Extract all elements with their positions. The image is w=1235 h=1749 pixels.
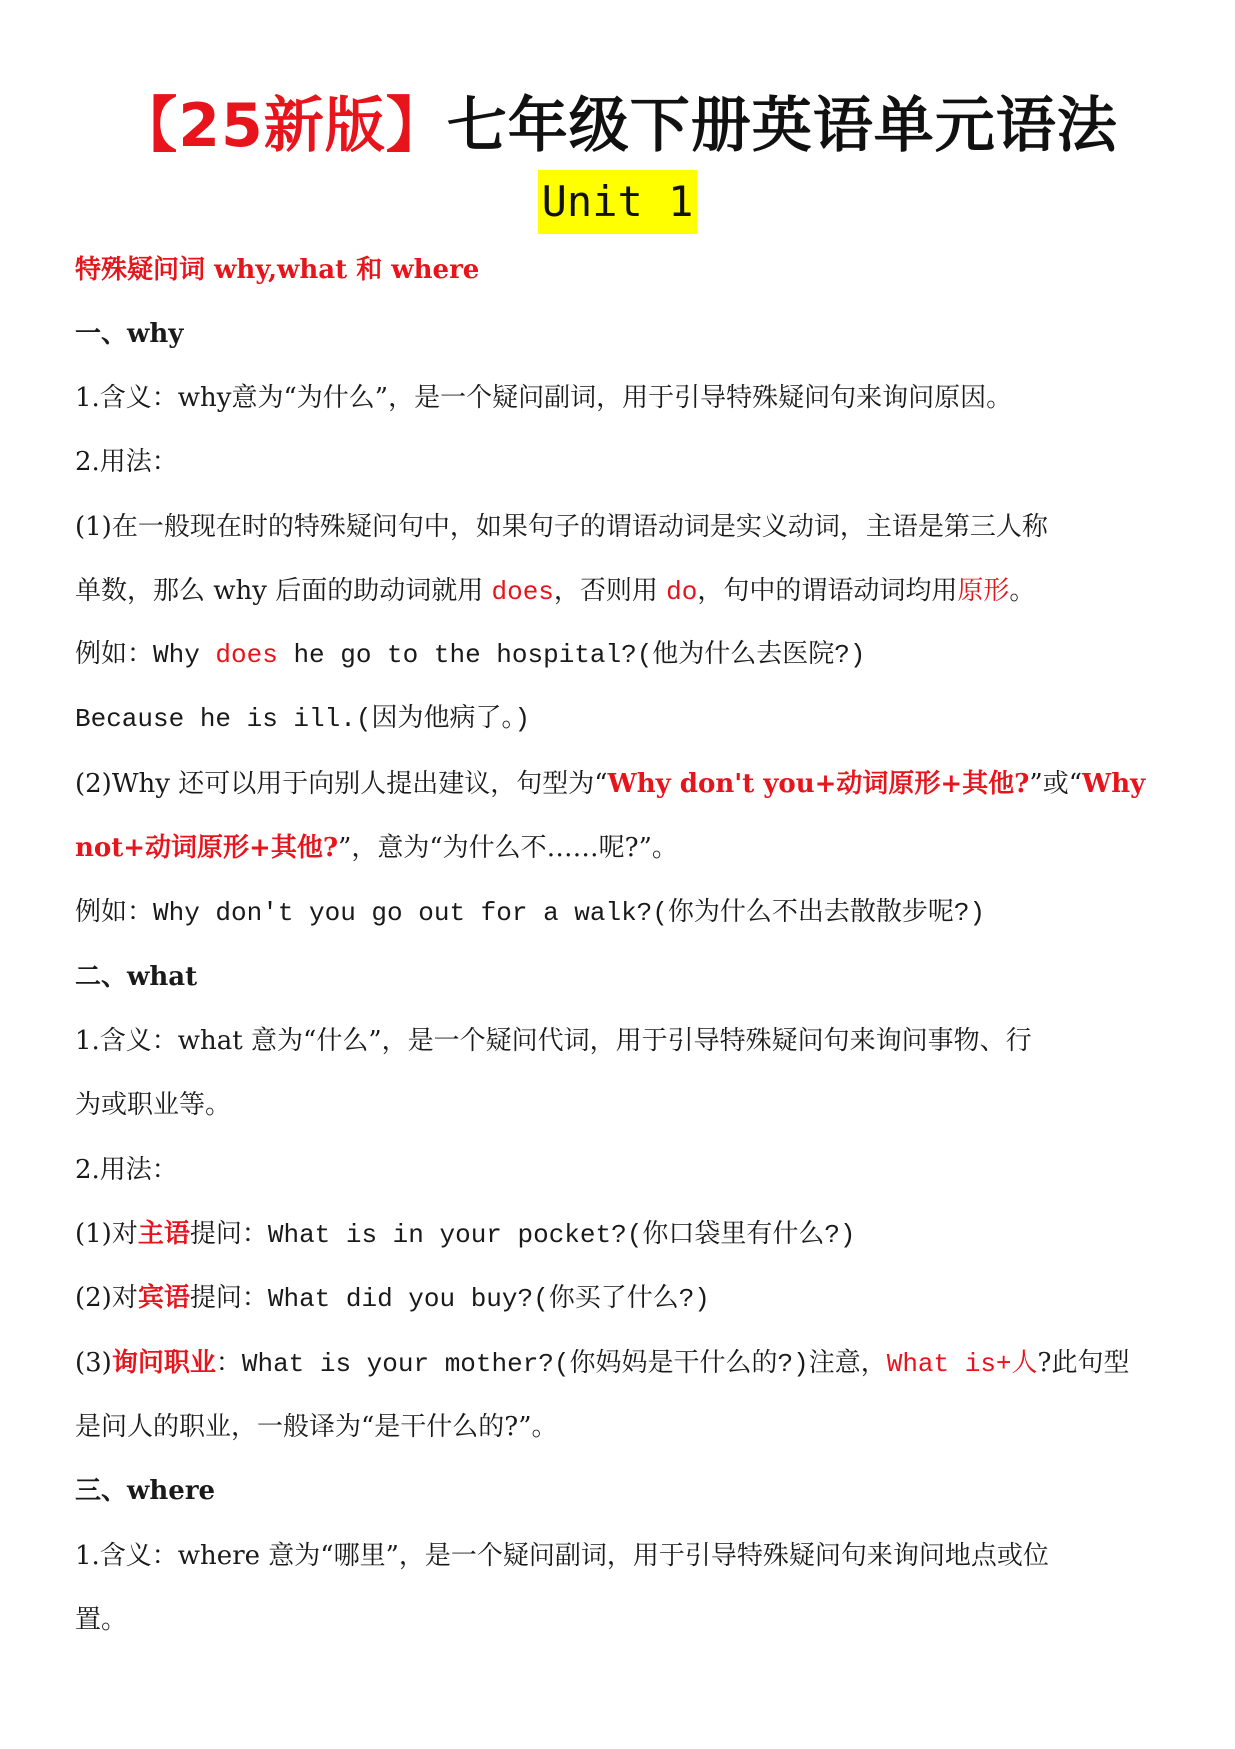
text-span: (3) [75, 1348, 112, 1378]
text-span: ?此句型 [1037, 1348, 1130, 1378]
text-span: (1)对 [75, 1219, 138, 1249]
what-usage-2 [75, 1278, 710, 1319]
why-example-1-answer: Because he is ill.(因为他病了。) [75, 704, 531, 734]
what-usage-3-line-2: 是问人的职业，一般译为“是干什么的?”。 [75, 1412, 558, 1442]
what-usage-label: 2.用法： [75, 1155, 178, 1185]
why-usage-1-line-2 [75, 571, 1035, 612]
why-usage-2-line-2 [75, 828, 678, 868]
keyword-object: 宾语 [137, 1283, 190, 1313]
sentence-pattern-what-is: What is+人 [886, 1349, 1038, 1379]
why-meaning: 1.含义：why意为“为什么”，是一个疑问副词，用于引导特殊疑问句来询问原因。 [75, 383, 1013, 413]
keyword-do: do [666, 577, 698, 607]
text-span: 单数，那么 why 后面的助动词就用 [75, 576, 492, 606]
text-span: 。 [1009, 576, 1036, 606]
sentence-pattern-2-start: Why [1082, 769, 1146, 799]
unit-label: Unit 1 [538, 170, 698, 234]
section-where-heading: 三、where [75, 1476, 216, 1506]
text-span: 提问：What is in your pocket?(你口袋里有什么?) [189, 1220, 856, 1250]
text-span: he go to the hospital?(他为什么去医院?) [277, 640, 866, 670]
what-usage-3-line-1 [75, 1343, 1130, 1384]
what-usage-1 [75, 1214, 856, 1255]
why-usage-1-line-1: (1)在一般现在时的特殊疑问句中，如果句子的谓语动词是实义动词，主语是第三人称 [75, 512, 1048, 542]
text-span: 例如：Why [75, 640, 216, 670]
unit-heading [0, 170, 1235, 234]
sentence-pattern-1: Why don't you+动词原形+其他? [607, 769, 1030, 799]
keyword-base-form: 原形 [957, 576, 1010, 606]
text-span: ，否则用 [553, 576, 667, 606]
what-meaning-line-2: 为或职业等。 [75, 1090, 232, 1120]
text-span: ，句中的谓语动词均用 [697, 576, 958, 606]
text-span: 提问：What did you buy?(你买了什么?) [189, 1284, 710, 1314]
what-meaning-line-1: 1.含义：what 意为“什么”，是一个疑问代词，用于引导特殊疑问句来询问事物、行 [75, 1026, 1032, 1056]
title-edition-tag: 【25新版】 [117, 91, 447, 161]
text-span: ”或“ [1029, 769, 1083, 799]
why-usage-label: 2.用法： [75, 447, 178, 477]
why-example-1 [75, 635, 866, 675]
why-example-2: 例如：Why don't you go out for a walk?(你为什么不出去散散步呢?) [75, 898, 986, 928]
text-span: ：What is your mother?(你妈妈是干什么的?)注意， [215, 1349, 887, 1379]
topic-heading: 特殊疑问词 why,what 和 where [75, 255, 480, 285]
section-why-heading: 一、why [75, 319, 184, 349]
document-title [0, 88, 1235, 164]
where-meaning-line-1: 1.含义：where 意为“哪里”，是一个疑问副词，用于引导特殊疑问句来询问地点或位 [75, 1541, 1049, 1571]
why-usage-2-line-1 [75, 764, 1145, 804]
title-main-text: 七年级下册英语单元语法 [446, 91, 1118, 161]
sentence-pattern-2-end: not+动词原形+其他? [75, 833, 339, 863]
where-meaning-line-2: 置。 [75, 1605, 128, 1635]
keyword-subject: 主语 [137, 1219, 190, 1249]
keyword-does: does [491, 577, 554, 607]
text-span: ”，意为“为什么不……呢?”。 [338, 833, 678, 863]
keyword-ask-occupation: 询问职业 [111, 1348, 216, 1378]
section-what-heading: 二、what [75, 962, 198, 992]
keyword-does: does [215, 640, 278, 670]
text-span: (2)对 [75, 1283, 138, 1313]
text-span: (2)Why 还可以用于向别人提出建议，句型为“ [75, 769, 608, 799]
